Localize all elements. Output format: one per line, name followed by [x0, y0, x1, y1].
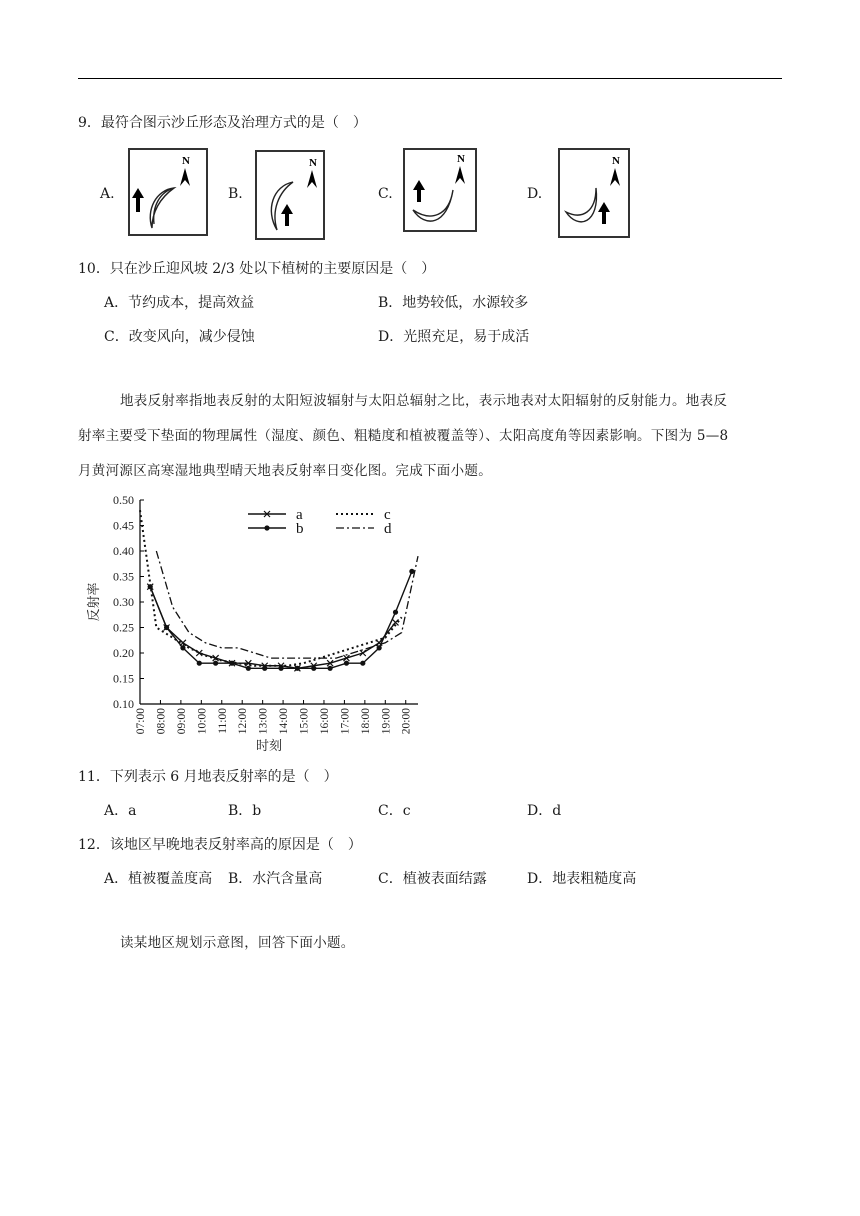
y-tick-label: 0.50 — [113, 493, 134, 507]
north-label: N — [309, 157, 317, 169]
question-11-stem: 11．下列表示 6 月地表反射率的是（ ） — [78, 769, 338, 785]
series-b-point — [180, 645, 185, 650]
y-tick-label: 0.40 — [113, 544, 134, 558]
legend-c-label: c — [384, 507, 391, 523]
q12-option-c[interactable]: C．植被表面结露 — [378, 871, 487, 887]
q9-option-d-figure[interactable] — [558, 148, 630, 238]
question-9-stem: 9．最符合图示沙丘形态及治理方式的是（ ） — [78, 115, 367, 131]
y-tick-label: 0.45 — [113, 518, 134, 533]
series-b-point — [164, 625, 169, 630]
question-12-stem: 12．该地区早晚地表反射率高的原因是（ ） — [78, 837, 362, 853]
q12-option-a[interactable]: A．植被覆盖度高 — [104, 871, 213, 887]
x-axis-label: 时刻 — [255, 738, 283, 753]
albedo-chart — [78, 490, 438, 760]
x-tick-label: 15:00 — [298, 708, 311, 735]
series-b-point — [393, 610, 398, 615]
north-arrow-icon — [610, 168, 620, 186]
q9-option-c-label[interactable]: C. — [378, 186, 393, 202]
x-tick-label: 16:00 — [318, 708, 331, 735]
series-b-point — [360, 661, 365, 666]
q10-option-d[interactable]: D．光照充足，易于成活 — [378, 329, 530, 345]
x-tick-label: 18:00 — [359, 708, 372, 735]
legend-a-label: a — [296, 507, 303, 523]
albedo-chart-svg — [78, 490, 438, 760]
x-tick-label: 14:00 — [278, 708, 291, 735]
passage-line-3: 月黄河源区高寒湿地典型晴天地表反射率日变化图。完成下面小题。 — [78, 463, 492, 479]
series-a-line — [150, 587, 395, 669]
q12-option-d[interactable]: D．地表粗糙度高 — [527, 871, 637, 887]
passage-line-1: 地表反射率指地表反射的太阳短波辐射与太阳总辐射之比，表示地表对太阳辐射的反射能力。地表反 — [120, 393, 728, 409]
crescent-dune-icon — [150, 188, 174, 228]
legend-d-label: d — [384, 521, 392, 537]
series-b-point — [311, 666, 316, 671]
x-tick-label: 12:00 — [237, 708, 250, 735]
north-arrow-icon — [455, 166, 465, 184]
q9-option-b-label[interactable]: B. — [228, 186, 243, 202]
north-label: N — [612, 155, 620, 167]
q9-option-a-figure[interactable] — [128, 148, 208, 236]
passage-planning-map: 读某地区规划示意图，回答下面小题。 — [120, 935, 355, 951]
up-arrow-icon — [281, 204, 293, 226]
x-tick-label: 17:00 — [339, 708, 352, 735]
crescent-dune-icon — [566, 188, 596, 222]
series-b-point — [295, 666, 300, 671]
x-tick-label: 07:00 — [135, 708, 147, 735]
q12-option-b[interactable]: B．水汽含量高 — [228, 871, 323, 887]
x-tick-label: 09:00 — [175, 708, 188, 735]
y-axis-label: 反射率 — [86, 582, 101, 622]
passage-line-2: 射率主要受下垫面的物理属性（湿度、颜色、粗糙度和植被覆盖等）、太阳高度角等因素影响。下图为 5—8 — [78, 428, 729, 444]
x-tick-label: 10:00 — [196, 708, 209, 735]
series-b-point — [328, 666, 333, 671]
q9-option-a-label[interactable]: A. — [100, 186, 115, 202]
q9-option-b-figure[interactable] — [255, 150, 325, 240]
up-arrow-icon — [132, 188, 144, 212]
q11-option-a[interactable]: A．a — [104, 803, 137, 819]
series-c-line — [140, 510, 402, 666]
legend-b-marker — [264, 525, 269, 530]
north-label: N — [182, 155, 190, 167]
series-b-point — [344, 661, 349, 666]
x-tick-label: 13:00 — [257, 708, 270, 735]
series-b-point — [377, 645, 382, 650]
series-b-point — [213, 661, 218, 666]
y-tick-label: 0.30 — [113, 595, 134, 609]
q11-option-c[interactable]: C．c — [378, 803, 411, 819]
series-b-line — [150, 571, 412, 668]
crescent-dune-icon — [271, 182, 293, 230]
q9-option-d-label[interactable]: D. — [527, 186, 543, 202]
y-tick-label: 0.25 — [113, 620, 134, 635]
up-arrow-icon — [413, 180, 425, 202]
x-tick-label: 20:00 — [400, 708, 413, 735]
x-tick-label: 11:00 — [216, 708, 229, 734]
up-arrow-icon — [598, 202, 610, 224]
north-label: N — [457, 153, 465, 165]
y-tick-label: 0.35 — [113, 569, 134, 584]
series-b-point — [197, 661, 202, 666]
y-tick-label: 0.15 — [113, 671, 134, 686]
x-tick-label: 19:00 — [380, 708, 393, 735]
q10-option-b[interactable]: B．地势较低，水源较多 — [378, 295, 529, 311]
passage-albedo — [78, 384, 788, 489]
legend-b-label: b — [296, 521, 304, 537]
x-tick-label: 08:00 — [155, 708, 168, 735]
q10-option-c[interactable]: C．改变风向，减少侵蚀 — [104, 329, 255, 345]
question-10-stem: 10．只在沙丘迎风坡 2/3 处以下植树的主要原因是（ ） — [78, 261, 436, 277]
series-b-point — [246, 666, 251, 671]
q9-option-c-figure[interactable] — [403, 148, 477, 232]
q11-option-d[interactable]: D．d — [527, 803, 562, 819]
north-arrow-icon — [307, 170, 317, 188]
header-rule — [78, 78, 782, 79]
y-tick-label: 0.20 — [113, 646, 134, 660]
q11-option-b[interactable]: B．b — [228, 803, 262, 819]
q10-option-a[interactable]: A．节约成本，提高效益 — [104, 295, 255, 311]
y-tick-label: 0.10 — [113, 697, 134, 711]
north-arrow-icon — [180, 168, 190, 186]
